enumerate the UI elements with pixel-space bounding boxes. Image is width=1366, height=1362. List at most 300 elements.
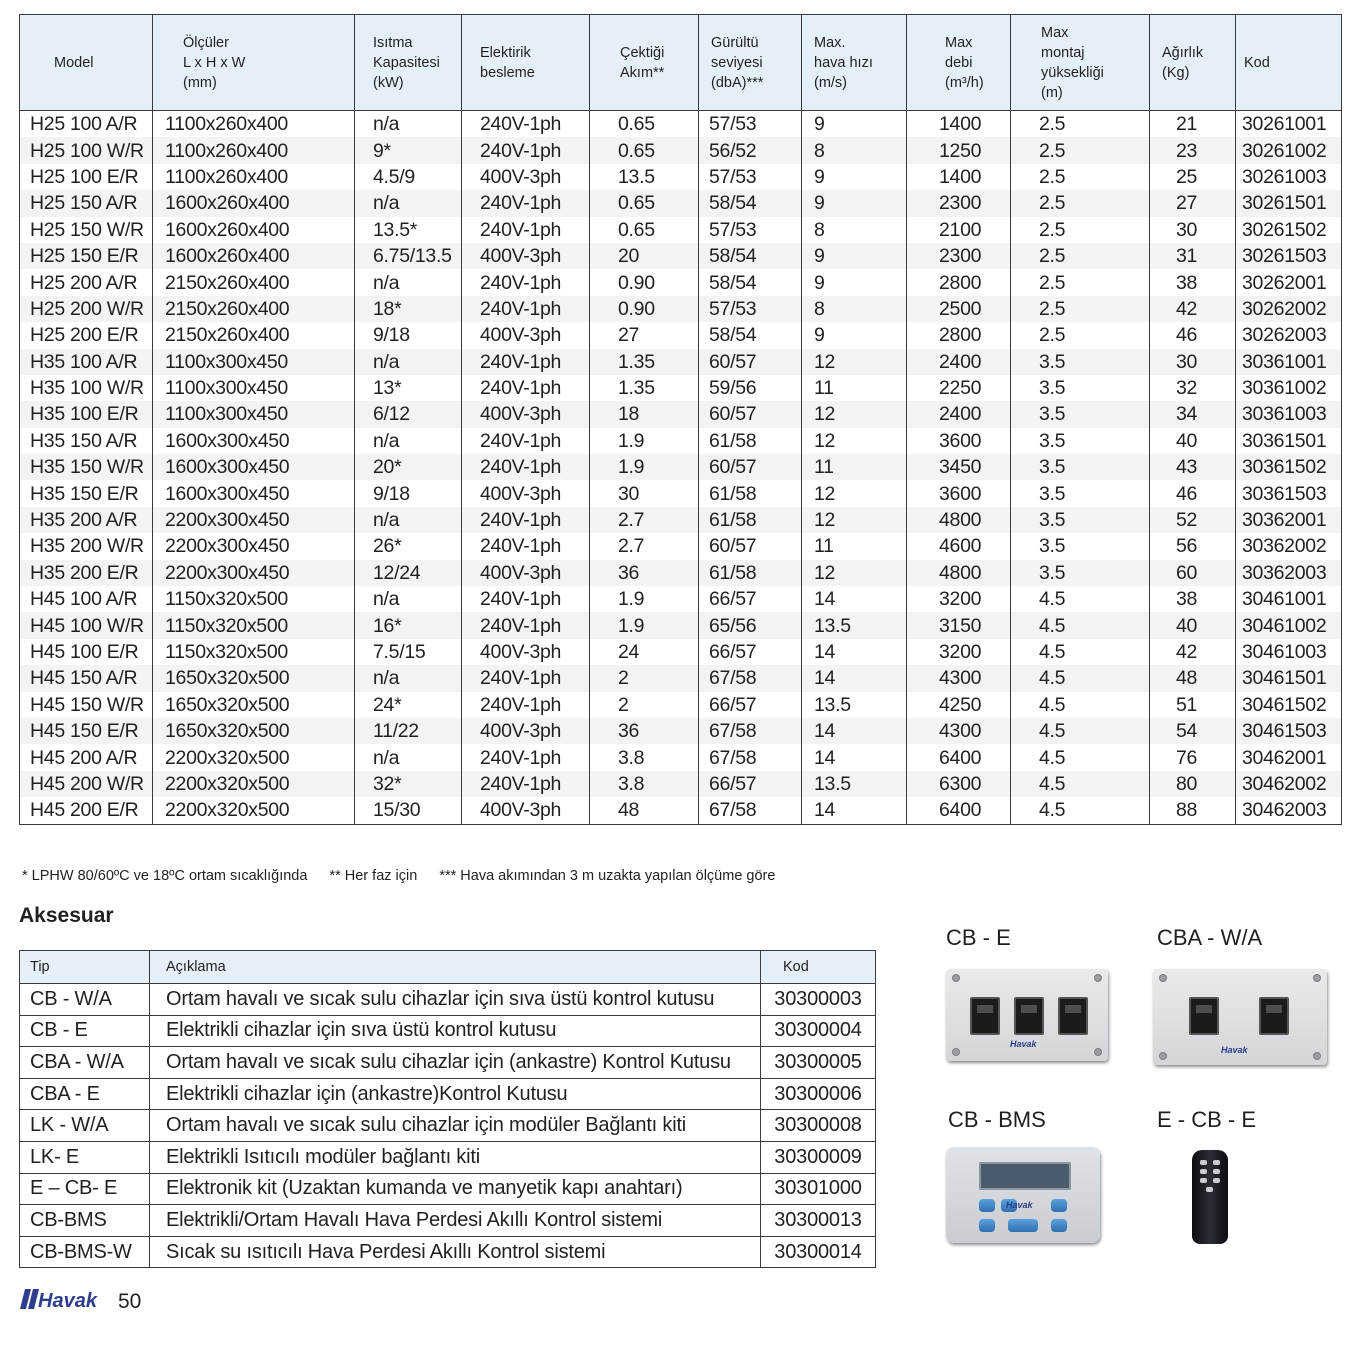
cell-air-speed: 9 [802,322,907,348]
cell-dimensions: 1600x260x400 [153,243,355,269]
cell-current: 36 [590,560,699,586]
cell-noise: 66/57 [699,771,802,797]
table-row [20,586,1342,612]
cell-heating-capacity: n/a [355,744,462,770]
cell-air-flow: 2100 [907,217,1011,243]
cell-weight: 88 [1150,797,1236,824]
header-noise: Gürültü seviyesi (dbA)*** [699,15,802,111]
switch-icon [1189,997,1219,1035]
table-row [20,1047,876,1079]
cell-code: 30361501 [1236,428,1342,454]
header-model: Model [20,15,153,111]
cell-dimensions: 1650x320x500 [153,665,355,691]
cell-mount-height: 3.5 [1011,428,1150,454]
cell-power-supply: 400V-3ph [462,560,590,586]
cell-dimensions: 2200x320x500 [153,744,355,770]
cell-dimensions: 2200x300x450 [153,560,355,586]
cell-mount-height: 4.5 [1011,797,1150,824]
cell-power-supply: 240V-1ph [462,533,590,559]
cell-noise: 67/58 [699,718,802,744]
cell-code: 30261502 [1236,217,1342,243]
cell-acc-type: LK- E [20,1141,150,1173]
footnotes [22,868,793,884]
cell-code: 30361503 [1236,480,1342,506]
cell-noise: 59/56 [699,375,802,401]
table-row [20,612,1342,638]
cell-model: H45 100 A/R [20,586,153,612]
havak-mini-logo: Havak [1006,1200,1033,1210]
cell-acc-code: 30301000 [761,1173,876,1205]
switch-icon [1058,997,1088,1035]
switch-icon [1259,997,1289,1035]
spec-header-row [20,15,1342,111]
cba-wa-control-box-image [1153,969,1327,1065]
cell-power-supply: 400V-3ph [462,401,590,427]
cell-acc-type: LK - W/A [20,1110,150,1142]
table-row [20,111,1342,138]
table-row [20,718,1342,744]
table-row [20,1236,876,1268]
cell-weight: 76 [1150,744,1236,770]
cell-mount-height: 4.5 [1011,692,1150,718]
cell-weight: 42 [1150,296,1236,322]
cell-heating-capacity: 32* [355,771,462,797]
cell-mount-height: 3.5 [1011,507,1150,533]
lcd-screen-icon [979,1162,1071,1190]
cell-code: 30361003 [1236,401,1342,427]
cell-weight: 42 [1150,639,1236,665]
cell-acc-type: CB-BMS [20,1205,150,1237]
cell-acc-type: CB-BMS-W [20,1236,150,1268]
cell-heating-capacity: n/a [355,269,462,295]
cell-current: 18 [590,401,699,427]
cell-dimensions: 1150x320x500 [153,612,355,638]
table-row [20,137,1342,163]
cell-power-supply: 240V-1ph [462,349,590,375]
cell-air-flow: 3600 [907,480,1011,506]
cell-model: H25 200 W/R [20,296,153,322]
table-row [20,984,876,1016]
cell-current: 0.65 [590,137,699,163]
cell-noise: 61/58 [699,428,802,454]
cell-noise: 57/53 [699,164,802,190]
header-type: Tip [20,951,150,984]
header-dimensions: Ölçüler L x H x W (mm) [153,15,355,111]
cell-noise: 67/58 [699,665,802,691]
cell-noise: 60/57 [699,454,802,480]
cell-weight: 25 [1150,164,1236,190]
cell-acc-description: Elektrikli cihazlar için sıva üstü kontrol kutusu [150,1015,761,1047]
cell-air-flow: 2250 [907,375,1011,401]
cell-air-flow: 1250 [907,137,1011,163]
cell-current: 1.9 [590,454,699,480]
cell-model: H35 100 W/R [20,375,153,401]
cell-air-speed: 8 [802,296,907,322]
cell-noise: 66/57 [699,586,802,612]
table-row [20,164,1342,190]
cell-acc-description: Elektrikli/Ortam Havalı Hava Perdesi Akıllı Kontrol sistemi [150,1205,761,1237]
cell-power-supply: 240V-1ph [462,137,590,163]
table-row [20,507,1342,533]
cell-dimensions: 1150x320x500 [153,639,355,665]
cell-model: H25 150 A/R [20,190,153,216]
label-cb-e: CB - E [946,925,1011,950]
accessories-table [19,950,876,1268]
cell-heating-capacity: n/a [355,507,462,533]
cell-air-speed: 14 [802,639,907,665]
cell-mount-height: 2.5 [1011,190,1150,216]
cell-model: H35 150 A/R [20,428,153,454]
label-e-cb-e: E - CB - E [1157,1107,1257,1132]
cell-heating-capacity: n/a [355,428,462,454]
cell-mount-height: 3.5 [1011,560,1150,586]
cell-air-flow: 6300 [907,771,1011,797]
cell-code: 30262003 [1236,322,1342,348]
header-weight: Ağırlık (Kg) [1150,15,1236,111]
cell-heating-capacity: 11/22 [355,718,462,744]
cell-dimensions: 2200x320x500 [153,797,355,824]
cell-air-flow: 3200 [907,586,1011,612]
cell-dimensions: 1100x260x400 [153,164,355,190]
cell-heating-capacity: 7.5/15 [355,639,462,665]
cell-model: H35 100 E/R [20,401,153,427]
cell-mount-height: 4.5 [1011,771,1150,797]
cell-heating-capacity: 12/24 [355,560,462,586]
cell-power-supply: 240V-1ph [462,269,590,295]
cell-mount-height: 2.5 [1011,217,1150,243]
cell-air-flow: 1400 [907,111,1011,138]
cell-noise: 60/57 [699,401,802,427]
cell-current: 0.65 [590,190,699,216]
cell-air-speed: 12 [802,349,907,375]
cell-acc-code: 30300008 [761,1110,876,1142]
cell-acc-type: CBA - E [20,1078,150,1110]
cell-code: 30262002 [1236,296,1342,322]
cell-dimensions: 2200x300x450 [153,533,355,559]
spec-table-body [20,111,1342,825]
cell-heating-capacity: 15/30 [355,797,462,824]
header-acc-code: Kod [761,951,876,984]
table-row [20,243,1342,269]
cell-power-supply: 240V-1ph [462,612,590,638]
cell-power-supply: 240V-1ph [462,454,590,480]
cell-air-flow: 4600 [907,533,1011,559]
cell-code: 30261003 [1236,164,1342,190]
cell-model: H35 200 E/R [20,560,153,586]
spec-table [19,14,1342,825]
cell-air-flow: 4800 [907,560,1011,586]
cell-dimensions: 1650x320x500 [153,718,355,744]
cell-air-speed: 11 [802,375,907,401]
cell-dimensions: 2150x260x400 [153,322,355,348]
label-cba-wa: CBA - W/A [1157,925,1263,950]
cb-bms-controller-image [946,1147,1100,1243]
cell-air-speed: 9 [802,164,907,190]
table-row [20,1110,876,1142]
cell-code: 30261503 [1236,243,1342,269]
cell-dimensions: 1650x320x500 [153,692,355,718]
cell-mount-height: 3.5 [1011,533,1150,559]
header-mount-height: Max montaj yüksekliği (m) [1011,15,1150,111]
cell-code: 30361002 [1236,375,1342,401]
cell-model: H45 200 A/R [20,744,153,770]
cell-air-flow: 2400 [907,349,1011,375]
cell-noise: 60/57 [699,533,802,559]
cell-power-supply: 400V-3ph [462,718,590,744]
cell-noise: 61/58 [699,480,802,506]
cell-current: 1.9 [590,586,699,612]
header-heating-capacity: Isıtma Kapasitesi (kW) [355,15,462,111]
cell-acc-code: 30300006 [761,1078,876,1110]
cell-heating-capacity: 13* [355,375,462,401]
cell-weight: 48 [1150,665,1236,691]
cell-air-flow: 2500 [907,296,1011,322]
cell-dimensions: 1100x300x450 [153,401,355,427]
cell-current: 36 [590,718,699,744]
cell-air-flow: 4800 [907,507,1011,533]
cell-power-supply: 400V-3ph [462,480,590,506]
cell-noise: 67/58 [699,744,802,770]
cell-air-speed: 12 [802,480,907,506]
cell-model: H45 100 W/R [20,612,153,638]
cell-model: H25 150 E/R [20,243,153,269]
cell-model: H25 100 W/R [20,137,153,163]
cell-weight: 46 [1150,480,1236,506]
table-row [20,665,1342,691]
cell-air-flow: 2300 [907,243,1011,269]
cell-air-speed: 11 [802,533,907,559]
cell-air-flow: 4300 [907,665,1011,691]
cell-model: H45 200 E/R [20,797,153,824]
switch-icon [970,997,1000,1035]
cell-noise: 57/53 [699,296,802,322]
cell-heating-capacity: 4.5/9 [355,164,462,190]
cell-acc-description: Elektrikli Isıtıcılı modüler bağlantı kiti [150,1141,761,1173]
cell-weight: 32 [1150,375,1236,401]
cell-air-speed: 9 [802,243,907,269]
table-row [20,296,1342,322]
cell-power-supply: 240V-1ph [462,692,590,718]
cell-noise: 58/54 [699,190,802,216]
cell-current: 2.7 [590,507,699,533]
cb-e-control-box-image [946,969,1108,1061]
header-air-speed: Max. hava hızı (m/s) [802,15,907,111]
cell-code: 30361001 [1236,349,1342,375]
cell-air-speed: 8 [802,137,907,163]
cell-dimensions: 2200x320x500 [153,771,355,797]
cell-dimensions: 1100x260x400 [153,111,355,138]
cell-weight: 46 [1150,322,1236,348]
cell-code: 30462003 [1236,797,1342,824]
header-code: Kod [1236,15,1342,111]
cell-current: 24 [590,639,699,665]
cell-current: 0.90 [590,269,699,295]
cell-dimensions: 1600x260x400 [153,190,355,216]
table-row [20,1141,876,1173]
cell-heating-capacity: n/a [355,349,462,375]
cell-code: 30362001 [1236,507,1342,533]
cell-dimensions: 1100x300x450 [153,375,355,401]
cell-noise: 61/58 [699,507,802,533]
cell-noise: 65/56 [699,612,802,638]
cell-code: 30461503 [1236,718,1342,744]
cell-weight: 40 [1150,612,1236,638]
cell-air-speed: 14 [802,665,907,691]
cell-mount-height: 2.5 [1011,137,1150,163]
cell-air-speed: 13.5 [802,612,907,638]
table-row [20,533,1342,559]
cell-code: 30261002 [1236,137,1342,163]
header-air-flow: Max debi (m³/h) [907,15,1011,111]
cell-air-speed: 9 [802,269,907,295]
cell-air-flow: 3200 [907,639,1011,665]
cell-acc-code: 30300013 [761,1205,876,1237]
cell-weight: 31 [1150,243,1236,269]
cell-noise: 66/57 [699,692,802,718]
cell-weight: 60 [1150,560,1236,586]
table-row [20,744,1342,770]
cell-code: 30461501 [1236,665,1342,691]
cell-mount-height: 3.5 [1011,480,1150,506]
cell-acc-type: CB - E [20,1015,150,1047]
cell-weight: 38 [1150,269,1236,295]
cell-air-flow: 4250 [907,692,1011,718]
havak-mini-logo: Havak [1010,1039,1037,1049]
cell-air-speed: 14 [802,744,907,770]
footnote-heating: * LPHW 80/60ºC ve 18ºC ortam sıcaklığında [22,868,308,884]
cell-air-speed: 12 [802,507,907,533]
cell-heating-capacity: n/a [355,190,462,216]
cell-air-speed: 9 [802,111,907,138]
header-description: Açıklama [150,951,761,984]
table-row [20,190,1342,216]
cell-model: H25 150 W/R [20,217,153,243]
cell-acc-code: 30300014 [761,1236,876,1268]
cell-current: 0.90 [590,296,699,322]
table-row [20,560,1342,586]
cell-mount-height: 2.5 [1011,269,1150,295]
cell-air-speed: 14 [802,718,907,744]
cell-heating-capacity: 24* [355,692,462,718]
cell-noise: 58/54 [699,322,802,348]
header-current: Çektiği Akım** [590,15,699,111]
cell-current: 48 [590,797,699,824]
cell-current: 3.8 [590,771,699,797]
cell-code: 30361502 [1236,454,1342,480]
cell-current: 27 [590,322,699,348]
cell-model: H25 200 E/R [20,322,153,348]
cell-dimensions: 1600x300x450 [153,428,355,454]
cell-air-flow: 3600 [907,428,1011,454]
cell-model: H45 150 A/R [20,665,153,691]
cell-power-supply: 240V-1ph [462,428,590,454]
page-number: 50 [118,1290,142,1313]
cell-noise: 67/58 [699,797,802,824]
cell-air-flow: 2300 [907,190,1011,216]
cell-code: 30262001 [1236,269,1342,295]
cell-acc-code: 30300009 [761,1141,876,1173]
cell-weight: 52 [1150,507,1236,533]
cell-noise: 58/54 [699,269,802,295]
cell-mount-height: 3.5 [1011,349,1150,375]
label-cb-bms: CB - BMS [948,1107,1046,1132]
cell-air-speed: 12 [802,560,907,586]
cell-current: 13.5 [590,164,699,190]
cell-weight: 54 [1150,718,1236,744]
cell-current: 2 [590,692,699,718]
cell-current: 30 [590,480,699,506]
table-row [20,771,1342,797]
cell-heating-capacity: 6/12 [355,401,462,427]
cell-acc-type: CBA - W/A [20,1047,150,1079]
cell-weight: 51 [1150,692,1236,718]
cell-code: 30461003 [1236,639,1342,665]
cell-model: H35 200 A/R [20,507,153,533]
cell-current: 3.8 [590,744,699,770]
table-row [20,692,1342,718]
cell-mount-height: 4.5 [1011,639,1150,665]
cell-dimensions: 1600x300x450 [153,454,355,480]
cell-air-flow: 3150 [907,612,1011,638]
cell-dimensions: 1600x300x450 [153,480,355,506]
cell-air-flow: 2400 [907,401,1011,427]
cell-air-speed: 14 [802,586,907,612]
cell-model: H45 150 W/R [20,692,153,718]
cell-noise: 57/53 [699,217,802,243]
cell-power-supply: 400V-3ph [462,164,590,190]
havak-logo [19,1287,113,1311]
table-row [20,322,1342,348]
cell-code: 30261501 [1236,190,1342,216]
cell-air-flow: 6400 [907,744,1011,770]
cell-code: 30362002 [1236,533,1342,559]
table-row [20,480,1342,506]
footnote-current: ** Her faz için [329,868,418,884]
cell-weight: 43 [1150,454,1236,480]
cell-noise: 61/58 [699,560,802,586]
cell-mount-height: 4.5 [1011,744,1150,770]
cell-dimensions: 2150x260x400 [153,269,355,295]
cell-power-supply: 240V-1ph [462,296,590,322]
cell-mount-height: 4.5 [1011,665,1150,691]
cell-acc-description: Elektronik kit (Uzaktan kumanda ve manyetik kapı anahtarı) [150,1173,761,1205]
cell-air-speed: 13.5 [802,771,907,797]
cell-model: H45 200 W/R [20,771,153,797]
cell-noise: 58/54 [699,243,802,269]
cell-air-flow: 1400 [907,164,1011,190]
cell-air-flow: 2800 [907,269,1011,295]
cell-model: H35 150 E/R [20,480,153,506]
cell-mount-height: 4.5 [1011,718,1150,744]
cell-noise: 56/52 [699,137,802,163]
cell-acc-code: 30300003 [761,984,876,1016]
cell-heating-capacity: 13.5* [355,217,462,243]
table-row [20,1173,876,1205]
cell-heating-capacity: 18* [355,296,462,322]
cell-current: 1.9 [590,612,699,638]
cell-mount-height: 2.5 [1011,111,1150,138]
cell-power-supply: 240V-1ph [462,190,590,216]
cell-heating-capacity: n/a [355,665,462,691]
cell-power-supply: 240V-1ph [462,665,590,691]
cell-current: 1.9 [590,428,699,454]
cell-mount-height: 3.5 [1011,454,1150,480]
cell-power-supply: 240V-1ph [462,375,590,401]
remote-control-image [1192,1150,1228,1244]
cell-power-supply: 240V-1ph [462,507,590,533]
cell-heating-capacity: n/a [355,586,462,612]
cell-dimensions: 1600x260x400 [153,217,355,243]
